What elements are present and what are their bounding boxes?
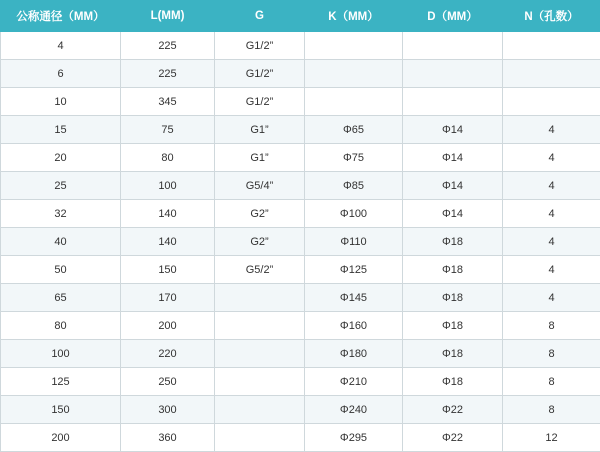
table-cell: 100 <box>1 340 121 368</box>
table-row <box>1 88 600 116</box>
table-row <box>1 368 600 396</box>
table-cell <box>215 340 305 368</box>
table-cell: 75 <box>121 116 215 144</box>
table-cell: Φ18 <box>403 312 503 340</box>
table-cell: 80 <box>1 312 121 340</box>
table-cell: Φ75 <box>305 144 403 172</box>
column-header-n: N（孔数） <box>503 1 600 32</box>
table-cell: Φ160 <box>305 312 403 340</box>
table-cell: G1/2” <box>215 60 305 88</box>
column-header-l: L(MM) <box>121 1 215 32</box>
table-cell: Φ14 <box>403 144 503 172</box>
table-cell: 40 <box>1 228 121 256</box>
table-row <box>1 144 600 172</box>
table-cell <box>305 88 403 116</box>
table-row <box>1 424 600 452</box>
table-cell: Φ180 <box>305 340 403 368</box>
table-cell: Φ85 <box>305 172 403 200</box>
table-cell: 4 <box>503 256 600 284</box>
table-cell: G1/2” <box>215 32 305 60</box>
table-row <box>1 172 600 200</box>
table-cell: 300 <box>121 396 215 424</box>
table-cell: 25 <box>1 172 121 200</box>
table-cell: Φ22 <box>403 424 503 452</box>
table-cell: 65 <box>1 284 121 312</box>
table-cell: Φ145 <box>305 284 403 312</box>
table-cell: Φ14 <box>403 172 503 200</box>
table-row <box>1 340 600 368</box>
table-cell: G5/4” <box>215 172 305 200</box>
table-row <box>1 200 600 228</box>
table-cell <box>215 368 305 396</box>
table-cell <box>215 284 305 312</box>
table-cell: 170 <box>121 284 215 312</box>
table-cell: 12 <box>503 424 600 452</box>
table-row <box>1 60 600 88</box>
column-header-nominal-diameter: 公称通径（MM） <box>1 1 121 32</box>
table-cell <box>403 88 503 116</box>
table-cell: Φ110 <box>305 228 403 256</box>
table-cell: G5/2” <box>215 256 305 284</box>
table-cell: Φ100 <box>305 200 403 228</box>
table-body <box>1 32 600 452</box>
table-cell: 15 <box>1 116 121 144</box>
table-cell: 4 <box>503 284 600 312</box>
column-header-d: D（MM） <box>403 1 503 32</box>
table-cell: 50 <box>1 256 121 284</box>
table-cell: 4 <box>1 32 121 60</box>
table-cell <box>503 32 600 60</box>
table-cell <box>305 32 403 60</box>
table-cell: Φ240 <box>305 396 403 424</box>
table-cell: Φ14 <box>403 116 503 144</box>
table-cell: 4 <box>503 228 600 256</box>
table-cell: G1” <box>215 144 305 172</box>
column-header-k: K（MM） <box>305 1 403 32</box>
table-cell: 4 <box>503 116 600 144</box>
table-row <box>1 116 600 144</box>
table-cell: 100 <box>121 172 215 200</box>
table-cell: 225 <box>121 32 215 60</box>
table-cell: Φ18 <box>403 284 503 312</box>
table-header-row <box>1 1 600 32</box>
table-cell: 8 <box>503 368 600 396</box>
table-cell: 140 <box>121 200 215 228</box>
table-cell: 200 <box>1 424 121 452</box>
table-cell: Φ18 <box>403 256 503 284</box>
table-cell: 8 <box>503 312 600 340</box>
table-cell: 8 <box>503 340 600 368</box>
table-row <box>1 32 600 60</box>
table-cell: 250 <box>121 368 215 396</box>
table-cell: 80 <box>121 144 215 172</box>
table-cell: 150 <box>121 256 215 284</box>
table-row <box>1 256 600 284</box>
table-cell: G1” <box>215 116 305 144</box>
table-row <box>1 228 600 256</box>
table-cell <box>503 88 600 116</box>
table-row <box>1 312 600 340</box>
table-cell: 125 <box>1 368 121 396</box>
table-cell: Φ125 <box>305 256 403 284</box>
table-cell: Φ65 <box>305 116 403 144</box>
table-header <box>1 1 600 32</box>
table-cell <box>403 60 503 88</box>
table-cell: G2” <box>215 228 305 256</box>
table-cell <box>403 32 503 60</box>
table-cell: 4 <box>503 172 600 200</box>
table-cell: Φ18 <box>403 368 503 396</box>
table-cell: 4 <box>503 144 600 172</box>
table-row <box>1 284 600 312</box>
table-cell: Φ295 <box>305 424 403 452</box>
table-cell: G2” <box>215 200 305 228</box>
table-cell: 200 <box>121 312 215 340</box>
table-cell: Φ22 <box>403 396 503 424</box>
column-header-g: G <box>215 1 305 32</box>
table-cell: 345 <box>121 88 215 116</box>
table-cell: 225 <box>121 60 215 88</box>
table-cell <box>215 312 305 340</box>
table-cell: Φ18 <box>403 340 503 368</box>
table-cell: 20 <box>1 144 121 172</box>
table-cell <box>503 60 600 88</box>
table-cell: 140 <box>121 228 215 256</box>
table-cell: 8 <box>503 396 600 424</box>
table-cell: G1/2” <box>215 88 305 116</box>
table-cell: Φ210 <box>305 368 403 396</box>
table-cell <box>305 60 403 88</box>
table-cell: 360 <box>121 424 215 452</box>
table-cell: 220 <box>121 340 215 368</box>
table-cell: 32 <box>1 200 121 228</box>
table-cell: Φ14 <box>403 200 503 228</box>
table-cell: 150 <box>1 396 121 424</box>
table-cell: 4 <box>503 200 600 228</box>
table-cell: Φ18 <box>403 228 503 256</box>
table-cell <box>215 424 305 452</box>
table-cell: 10 <box>1 88 121 116</box>
table-cell: 6 <box>1 60 121 88</box>
